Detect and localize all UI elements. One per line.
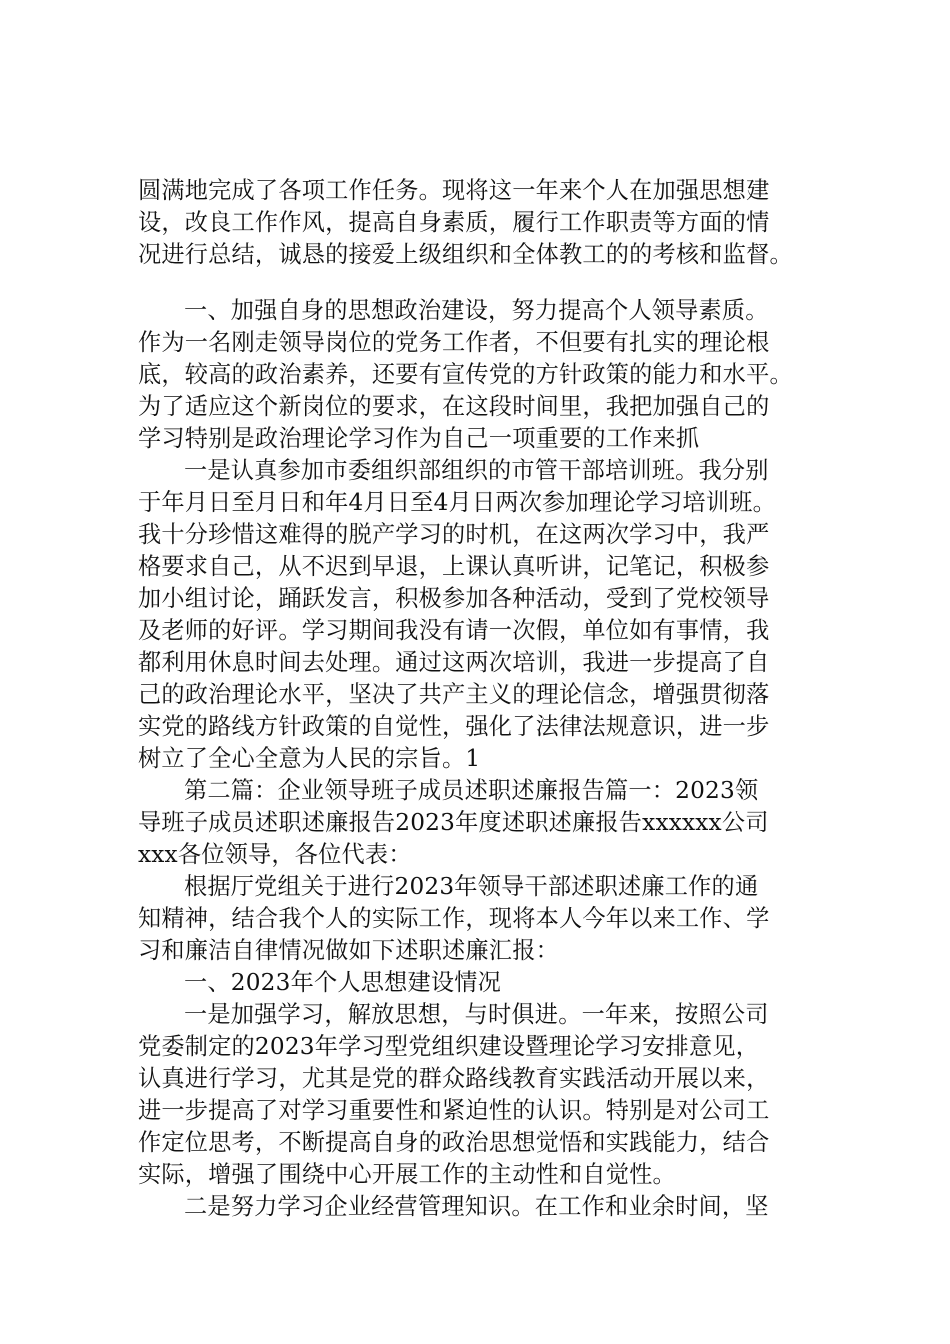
text-line: 设，改良工作作风，提高自身素质，履行工作职责等方面的情: [138, 209, 770, 236]
section-heading: 一、加强自身的思想政治建设，努力提高个人领导素质。: [184, 297, 769, 324]
article-title: 第二篇：企业领导班子成员述职述廉报告篇一：2023领: [184, 777, 759, 804]
text-line: 一是认真参加市委组织部组织的市管干部培训班。我分别: [184, 457, 769, 484]
text-line: 都利用休息时间去处理。通过这两次培训，我进一步提高了自: [138, 649, 770, 676]
text-line: 习和廉洁自律情况做如下述职述廉汇报：: [138, 937, 559, 964]
text-line: 学习特别是政治理论学习作为自己一项重要的工作来抓: [138, 425, 700, 452]
text-line: 于年月日至月日和年4月日至4月日两次参加理论学习培训班。: [138, 489, 776, 516]
text-line: 实党的路线方针政策的自觉性，强化了法律法规意识，进一步: [138, 713, 770, 740]
text-line: 一是加强学习，解放思想，与时俱进。一年来，按照公司: [184, 1001, 769, 1028]
text-line: 己的政治理论水平，坚决了共产主义的理论信念，增强贯彻落: [138, 681, 770, 708]
text-line: xxx各位领导，各位代表：: [138, 841, 412, 868]
text-line: 根据厅党组关于进行2023年领导干部述职述廉工作的通: [184, 873, 759, 900]
text-line: 认真进行学习，尤其是党的群众路线教育实践活动开展以来，: [138, 1065, 770, 1092]
text-line: 我十分珍惜这难得的脱产学习的时机，在这两次学习中，我严: [138, 521, 770, 548]
text-line: 加小组讨论，踊跃发言，积极参加各种活动，受到了党校领导: [138, 585, 770, 612]
text-line: 为了适应这个新岗位的要求，在这段时间里，我把加强自己的: [138, 393, 770, 420]
text-line: 底，较高的政治素养，还要有宣传党的方针政策的能力和水平。: [138, 361, 793, 388]
text-line: 格要求自己，从不迟到早退，上课认真听讲，记笔记，积极参: [138, 553, 770, 580]
text-line: 导班子成员述职述廉报告2023年度述职述廉报告xxxxxx公司: [138, 809, 769, 836]
text-line: 树立了全心全意为人民的宗旨。1: [138, 745, 481, 772]
text-line: 及老师的好评。学习期间我没有请一次假，单位如有事情，我: [138, 617, 770, 644]
text-line: 二是努力学习企业经营管理知识。在工作和业余时间，坚: [184, 1193, 769, 1220]
text-line: 实际，增强了围绕中心开展工作的主动性和自觉性。: [138, 1161, 676, 1188]
text-line: 党委制定的2023年学习型党组织建设暨理论学习安排意见，: [138, 1033, 760, 1060]
text-line: 圆满地完成了各项工作任务。现将这一年来个人在加强思想建: [138, 177, 770, 204]
text-line: 况进行总结，诚恳的接爱上级组织和全体教工的的考核和监督。: [138, 241, 793, 268]
text-line: 进一步提高了对学习重要性和紧迫性的认识。特别是对公司工: [138, 1097, 770, 1124]
text-line: 作定位思考，不断提高自身的政治思想觉悟和实践能力，结合: [138, 1129, 770, 1156]
text-line: 作为一名刚走领导岗位的党务工作者，不但要有扎实的理论根: [138, 329, 770, 356]
section-heading: 一、2023年个人思想建设情况: [184, 969, 502, 996]
text-line: 知精神，结合我个人的实际工作，现将本人今年以来工作、学: [138, 905, 770, 932]
